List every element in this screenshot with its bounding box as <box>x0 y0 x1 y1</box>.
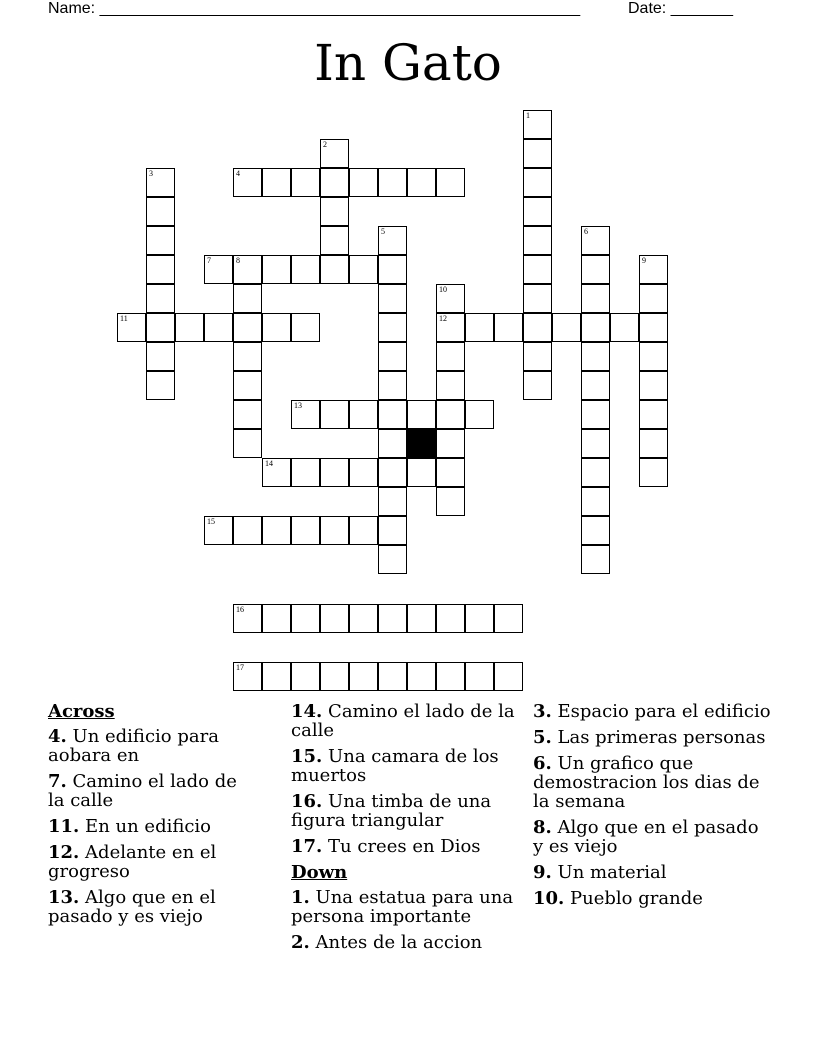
clue-section-heading: Down <box>291 862 348 883</box>
clue-item-number: 15. <box>291 746 323 767</box>
clue-item-text: Camino el lado de la calle <box>291 701 515 741</box>
crossword-cell[interactable] <box>146 284 175 313</box>
crossword-cell[interactable] <box>233 255 262 284</box>
crossword-cell[interactable] <box>378 255 407 284</box>
crossword-cell[interactable] <box>639 429 668 458</box>
crossword-cell[interactable] <box>320 458 349 487</box>
crossword-cell[interactable] <box>436 400 465 429</box>
clue-number: 7 <box>207 256 211 265</box>
crossword-cell[interactable] <box>233 371 262 400</box>
crossword-cell[interactable] <box>349 255 378 284</box>
crossword-cell[interactable] <box>581 342 610 371</box>
crossword-cell[interactable] <box>494 604 523 633</box>
crossword-cell[interactable] <box>552 313 581 342</box>
crossword-cell[interactable] <box>291 168 320 197</box>
crossword-cell[interactable] <box>291 313 320 342</box>
crossword-cell[interactable] <box>639 255 668 284</box>
clue-item-text: Un edificio para aobara en <box>48 726 219 766</box>
clues-column-2 <box>291 702 521 959</box>
crossword-cell[interactable] <box>378 400 407 429</box>
clue-number: 12 <box>439 314 447 323</box>
crossword-cell[interactable] <box>320 255 349 284</box>
crossword-cell[interactable] <box>349 516 378 545</box>
crossword-cell[interactable] <box>146 255 175 284</box>
crossword-cell[interactable] <box>407 400 436 429</box>
clue-item <box>533 818 773 856</box>
clue-number: 16 <box>236 605 244 614</box>
clue-item-text: Camino el lado de la calle <box>48 771 237 811</box>
name-field[interactable]: Name: ______________________________________________________ <box>48 0 581 17</box>
crossword-cell[interactable] <box>349 662 378 691</box>
crossword-cell[interactable] <box>436 168 465 197</box>
clue-item-text: Una estatua para una persona importante <box>291 887 514 927</box>
crossword-cell[interactable] <box>639 313 668 342</box>
crossword-cell[interactable] <box>436 604 465 633</box>
crossword-cell[interactable] <box>378 545 407 574</box>
crossword-cell[interactable] <box>523 139 552 168</box>
crossword-cell[interactable] <box>465 604 494 633</box>
puzzle-title: In Gato <box>314 34 502 92</box>
clue-section-heading: Across <box>48 701 115 722</box>
crossword-cell[interactable] <box>436 284 465 313</box>
crossword-cell[interactable] <box>262 255 291 284</box>
crossword-cell[interactable] <box>378 662 407 691</box>
crossword-cell[interactable] <box>146 197 175 226</box>
clue-item <box>533 754 773 811</box>
crossword-cell[interactable] <box>494 313 523 342</box>
crossword-cell[interactable] <box>233 429 262 458</box>
crossword-cell[interactable] <box>581 400 610 429</box>
crossword-cell[interactable] <box>407 604 436 633</box>
crossword-cell[interactable] <box>436 662 465 691</box>
clue-number: 17 <box>236 663 244 672</box>
crossword-cell[interactable] <box>639 371 668 400</box>
crossword-cell[interactable] <box>320 516 349 545</box>
clue-number: 11 <box>120 314 128 323</box>
clue-number: 14 <box>265 459 273 468</box>
clue-number: 10 <box>439 285 447 294</box>
crossword-cell[interactable] <box>378 342 407 371</box>
clue-item <box>48 772 248 810</box>
crossword-cell[interactable] <box>349 400 378 429</box>
date-field[interactable]: Date: _______ <box>628 0 733 17</box>
crossword-cell[interactable] <box>117 313 146 342</box>
clue-item <box>291 747 521 785</box>
crossword-cell[interactable] <box>581 255 610 284</box>
crossword-cell[interactable] <box>175 313 204 342</box>
clue-item <box>533 702 773 721</box>
crossword-cell[interactable] <box>523 284 552 313</box>
crossword-cell[interactable] <box>581 371 610 400</box>
clue-item-number: 13. <box>48 887 80 908</box>
crossword-cell[interactable] <box>581 226 610 255</box>
crossword-cell[interactable] <box>523 313 552 342</box>
crossword-cell[interactable] <box>436 313 465 342</box>
crossword-cell[interactable] <box>581 313 610 342</box>
crossword-cell[interactable] <box>320 139 349 168</box>
crossword-cell[interactable] <box>233 662 262 691</box>
crossword-cell[interactable] <box>436 371 465 400</box>
clue-item-number: 16. <box>291 791 323 812</box>
crossword-cell[interactable] <box>349 168 378 197</box>
clue-item <box>291 837 521 856</box>
clue-item <box>291 888 521 926</box>
crossword-cell[interactable] <box>320 226 349 255</box>
crossword-cell[interactable] <box>436 487 465 516</box>
crossword-cell[interactable] <box>262 516 291 545</box>
crossword-cell[interactable] <box>146 313 175 342</box>
crossword-cell[interactable] <box>349 458 378 487</box>
clue-item-number: 8. <box>533 817 552 838</box>
clue-number: 2 <box>323 140 327 149</box>
crossword-cell[interactable] <box>378 487 407 516</box>
clue-item-number: 4. <box>48 726 67 747</box>
clue-item <box>291 702 521 740</box>
clue-item-text: Espacio para el edificio <box>551 701 771 722</box>
crossword-cell[interactable] <box>639 458 668 487</box>
crossword-cell[interactable] <box>465 400 494 429</box>
clue-number: 15 <box>207 517 215 526</box>
clue-item-text: Algo que en el pasado y es viejo <box>48 887 216 927</box>
clue-item-text: En un edificio <box>79 816 212 837</box>
clue-item-text: Adelante en el grogreso <box>48 842 217 882</box>
crossword-cell[interactable] <box>378 604 407 633</box>
crossword-cell[interactable] <box>378 313 407 342</box>
crossword-cell[interactable] <box>233 400 262 429</box>
crossword-cell[interactable] <box>523 197 552 226</box>
crossword-cell[interactable] <box>523 110 552 139</box>
crossword-cell[interactable] <box>523 226 552 255</box>
clue-item <box>48 727 248 765</box>
clue-number: 3 <box>149 169 153 178</box>
crossword-cell[interactable] <box>262 313 291 342</box>
crossword-cell[interactable] <box>378 516 407 545</box>
clue-number: 5 <box>381 227 385 236</box>
clues-column-1 <box>48 702 248 933</box>
clue-item-number: 3. <box>533 701 552 722</box>
crossword-cell[interactable] <box>291 255 320 284</box>
crossword-cell[interactable] <box>349 604 378 633</box>
crossword-cell[interactable] <box>291 604 320 633</box>
clue-item-number: 1. <box>291 887 310 908</box>
crossword-cell[interactable] <box>233 342 262 371</box>
crossword-cell[interactable] <box>581 284 610 313</box>
crossword-cell[interactable] <box>639 284 668 313</box>
crossword-cell[interactable] <box>581 458 610 487</box>
crossword-cell[interactable] <box>233 313 262 342</box>
crossword-cell[interactable] <box>320 662 349 691</box>
crossword-cell[interactable] <box>581 545 610 574</box>
clue-item <box>533 889 773 908</box>
crossword-cell[interactable] <box>436 429 465 458</box>
crossword-cell[interactable] <box>581 516 610 545</box>
crossword-cell[interactable] <box>262 458 291 487</box>
clue-item-number: 10. <box>533 888 565 909</box>
crossword-cell[interactable] <box>407 168 436 197</box>
clue-number: 9 <box>642 256 646 265</box>
crossword-cell[interactable] <box>291 400 320 429</box>
clue-item-number: 9. <box>533 862 552 883</box>
crossword-cell[interactable] <box>407 662 436 691</box>
clue-item-text: Una timba de una figura triangular <box>291 791 492 831</box>
clue-item-number: 2. <box>291 932 310 953</box>
crossword-cell[interactable] <box>320 604 349 633</box>
clue-item-text: Algo que en el pasado y es viejo <box>533 817 759 857</box>
crossword-cell[interactable] <box>146 342 175 371</box>
crossword-cell[interactable] <box>233 284 262 313</box>
black-cell <box>407 429 436 458</box>
clue-item <box>48 817 248 836</box>
clue-item <box>48 843 248 881</box>
crossword-cell[interactable] <box>436 458 465 487</box>
clue-item-text: Un material <box>551 862 667 883</box>
clue-item-text: Las primeras personas <box>551 727 766 748</box>
clue-item-number: 17. <box>291 836 323 857</box>
crossword-cell[interactable] <box>320 400 349 429</box>
clue-item-number: 12. <box>48 842 80 863</box>
clue-item-text: Tu crees en Dios <box>322 836 481 857</box>
crossword-cell[interactable] <box>639 342 668 371</box>
crossword-cell[interactable] <box>262 168 291 197</box>
clue-number: 13 <box>294 401 302 410</box>
crossword-cell[interactable] <box>291 516 320 545</box>
crossword-cell[interactable] <box>436 342 465 371</box>
crossword-cell[interactable] <box>233 516 262 545</box>
crossword-cell[interactable] <box>204 255 233 284</box>
clue-number: 8 <box>236 256 240 265</box>
clue-item-number: 6. <box>533 753 552 774</box>
crossword-cell[interactable] <box>378 226 407 255</box>
crossword-cell[interactable] <box>378 371 407 400</box>
crossword-cell[interactable] <box>378 429 407 458</box>
crossword-cell[interactable] <box>291 662 320 691</box>
crossword-cell[interactable] <box>581 487 610 516</box>
clue-item <box>48 888 248 926</box>
crossword-cell[interactable] <box>378 168 407 197</box>
clues-column-3 <box>533 702 773 915</box>
clue-item-number: 5. <box>533 727 552 748</box>
crossword-cell[interactable] <box>291 458 320 487</box>
crossword-cell[interactable] <box>233 168 262 197</box>
crossword-cell[interactable] <box>378 458 407 487</box>
crossword-cell[interactable] <box>465 662 494 691</box>
clue-number: 6 <box>584 227 588 236</box>
crossword-cell[interactable] <box>465 313 494 342</box>
crossword-cell[interactable] <box>378 284 407 313</box>
clue-item-text: Antes de la accion <box>309 932 483 953</box>
crossword-cell[interactable] <box>320 197 349 226</box>
clue-item <box>291 792 521 830</box>
crossword-cell[interactable] <box>146 226 175 255</box>
clue-item-text: Una camara de los muertos <box>291 746 499 786</box>
clue-item-text: Un grafico que demostracion los dias de la semana <box>533 753 760 812</box>
crossword-cell[interactable] <box>233 604 262 633</box>
crossword-cell[interactable] <box>146 168 175 197</box>
clue-number: 1 <box>526 111 530 120</box>
crossword-cell[interactable] <box>262 604 291 633</box>
crossword-cell[interactable] <box>639 400 668 429</box>
clue-item <box>533 728 773 747</box>
crossword-cell[interactable] <box>146 371 175 400</box>
crossword-cell[interactable] <box>320 168 349 197</box>
clue-item <box>291 933 521 952</box>
crossword-cell[interactable] <box>523 342 552 371</box>
crossword-cell[interactable] <box>581 429 610 458</box>
clue-number: 4 <box>236 169 240 178</box>
crossword-cell[interactable] <box>610 313 639 342</box>
crossword-cell[interactable] <box>204 516 233 545</box>
crossword-cell[interactable] <box>407 458 436 487</box>
crossword-cell[interactable] <box>262 662 291 691</box>
clue-item <box>533 863 773 882</box>
crossword-cell[interactable] <box>523 371 552 400</box>
crossword-cell[interactable] <box>523 168 552 197</box>
clue-item-text: Pueblo grande <box>564 888 703 909</box>
crossword-cell[interactable] <box>523 255 552 284</box>
clue-item-number: 7. <box>48 771 67 792</box>
clue-item-number: 11. <box>48 816 80 837</box>
clue-item-number: 14. <box>291 701 323 722</box>
crossword-cell[interactable] <box>494 662 523 691</box>
crossword-cell[interactable] <box>204 313 233 342</box>
